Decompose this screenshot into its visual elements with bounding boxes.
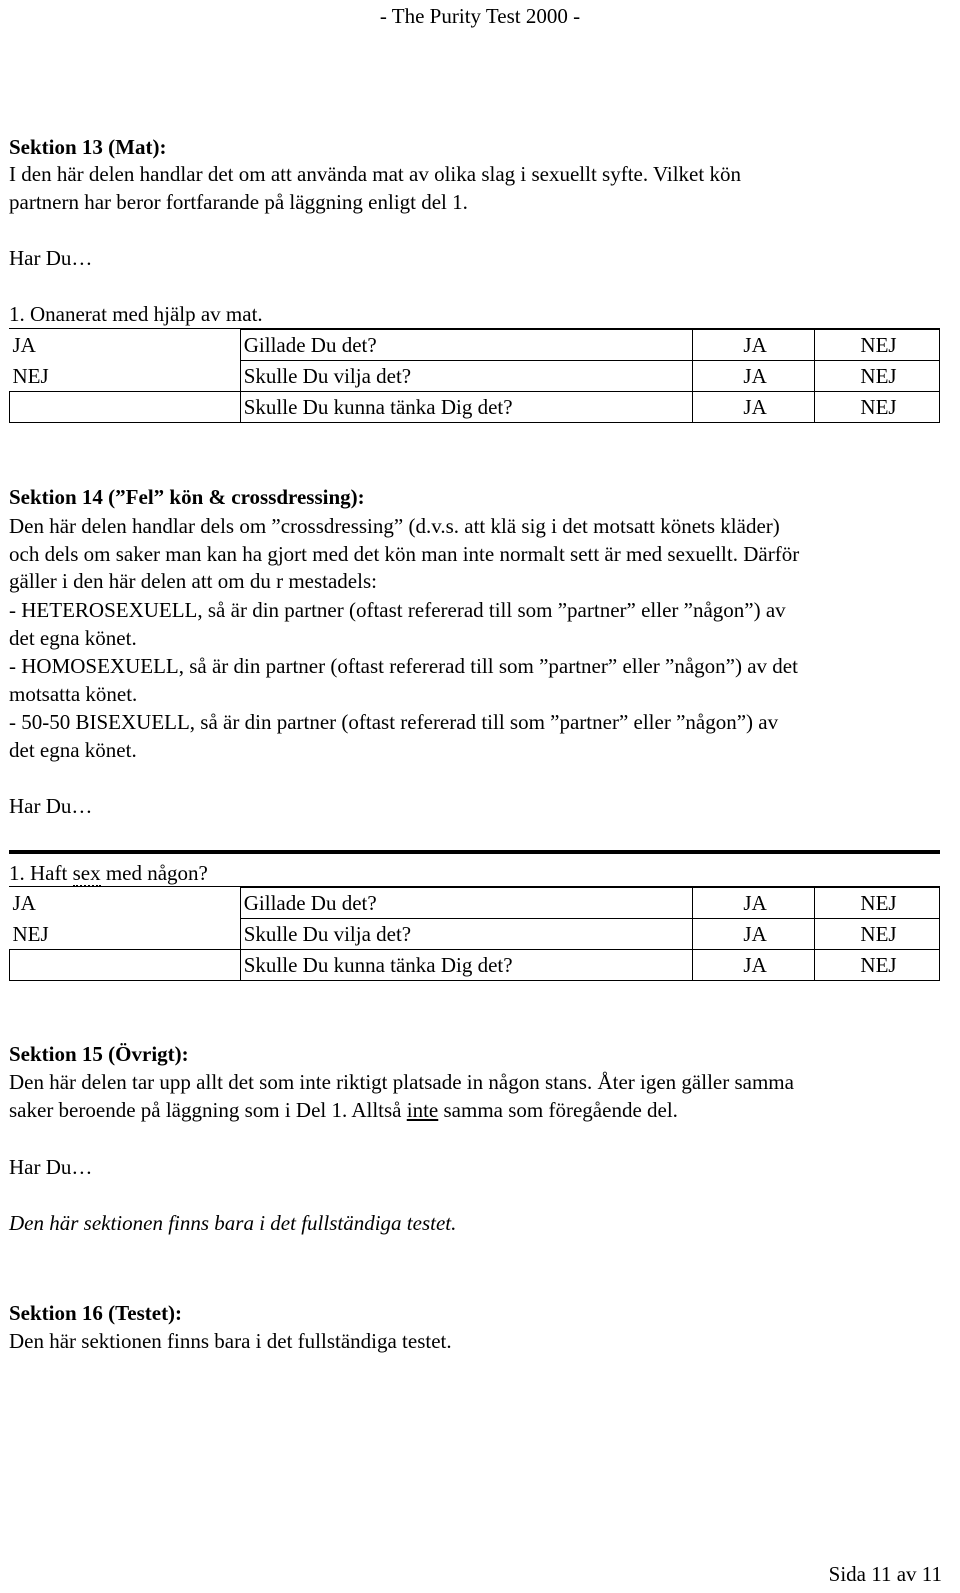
table-row: [10, 950, 940, 981]
section-15-text-line-1: Den här delen tar upp allt det som inte riktigt platsade in någon stans. Åter igen gäller samma: [9, 1070, 794, 1094]
question-cell: Skulle Du vilja det?: [240, 361, 692, 392]
section-14-heading: Sektion 14 (”Fel” kön & crossdressing):: [9, 485, 365, 509]
table-row: [10, 919, 940, 950]
question-cell: Gillade Du det?: [240, 888, 692, 919]
section-15-har-du: Har Du…: [9, 1155, 93, 1179]
no-option[interactable]: NEJ: [815, 330, 940, 361]
section-14-text-line-3: gäller i den här delen att om du r mestadels:: [9, 569, 377, 593]
answer-cell: NEJ: [12, 363, 49, 388]
no-option[interactable]: NEJ: [815, 950, 940, 981]
yes-option[interactable]: JA: [693, 330, 815, 361]
question-text: med någon?: [100, 861, 208, 885]
section-14-text-line-2: och dels om saker man kan ha gjort med det kön man inte normalt sett är med sexuellt. Därför: [9, 542, 800, 566]
answer-cell: [10, 392, 241, 423]
question-cell: Gillade Du det?: [240, 330, 692, 361]
no-option[interactable]: NEJ: [815, 361, 940, 392]
yes-option[interactable]: JA: [693, 392, 815, 423]
answer-cell: [10, 950, 241, 981]
section-13-har-du: Har Du…: [9, 246, 93, 270]
yes-option[interactable]: JA: [693, 919, 815, 950]
question-keyword: sex: [72, 861, 101, 885]
section-13-answer-table: [9, 329, 940, 423]
section-13-question: 1. Onanerat med hjälp av mat.: [9, 302, 263, 326]
section-14-question: [9, 859, 949, 887]
section-15-note: Den här sektionen finns bara i det fullständiga testet.: [9, 1211, 457, 1235]
section-14-text-line-6: - HOMOSEXUELL, så är din partner (oftast refererad till som ”partner” eller ”någon”) av det: [9, 654, 798, 678]
no-option[interactable]: NEJ: [815, 919, 940, 950]
yes-option[interactable]: JA: [693, 888, 815, 919]
table-row: [10, 392, 940, 423]
section-14-text-line-7: motsatta könet.: [9, 682, 138, 706]
section-13-text-line-1: I den här delen handlar det om att använda mat av olika slag i sexuellt syfte. Vilket kön: [9, 162, 741, 186]
section-16-heading: Sektion 16 (Testet):: [9, 1301, 183, 1325]
question-cell: Skulle Du kunna tänka Dig det?: [240, 392, 692, 423]
section-15-text-line-2: [9, 1096, 949, 1124]
yes-option[interactable]: JA: [693, 361, 815, 392]
section-16-text-line-1: Den här sektionen finns bara i det fullständiga testet.: [9, 1329, 452, 1353]
emphasized-word: inte: [406, 1098, 439, 1122]
table-row: [10, 330, 940, 361]
section-14-text-line-8: - 50-50 BISEXUELL, så är din partner (oftast refererad till som ”partner” eller ”någon”) av: [9, 710, 779, 734]
section-14-text-line-5: det egna könet.: [9, 626, 137, 650]
section-13-text-line-2: partnern har beror fortfarande på läggning enligt del 1.: [9, 190, 468, 214]
question-cell: Skulle Du kunna tänka Dig det?: [240, 950, 692, 981]
section-14-har-du: Har Du…: [9, 794, 93, 818]
paragraph-text: samma som föregående del.: [438, 1098, 678, 1122]
paragraph-text: saker beroende på läggning som i Del 1. Alltså: [9, 1098, 407, 1122]
section-13-heading: Sektion 13 (Mat):: [9, 135, 167, 159]
table-row: [10, 888, 940, 919]
no-option[interactable]: NEJ: [815, 392, 940, 423]
answer-cell: JA: [12, 333, 36, 357]
answer-cell: JA: [12, 891, 36, 915]
page-number: Sida 11 av 11: [828, 1562, 942, 1586]
table-row: [10, 361, 940, 392]
page-header: - The Purity Test 2000 -: [379, 4, 581, 28]
answer-cell: NEJ: [12, 921, 49, 946]
yes-option[interactable]: JA: [693, 950, 815, 981]
section-14-text-line-4: - HETEROSEXUELL, så är din partner (oftast refererad till som ”partner” eller ”någon”) av: [9, 598, 786, 622]
section-14-answer-table: [9, 887, 940, 981]
no-option[interactable]: NEJ: [815, 888, 940, 919]
section-15-heading: Sektion 15 (Övrigt):: [9, 1042, 189, 1066]
question-text: 1. Haft: [9, 861, 73, 885]
section-14-thick-rule: [9, 850, 940, 854]
section-14-text-line-9: det egna könet.: [9, 738, 137, 762]
section-14-text-line-1: Den här delen handlar dels om ”crossdressing” (d.v.s. att klä sig i det motsatt könets kläder): [9, 514, 780, 538]
question-cell: Skulle Du vilja det?: [240, 919, 692, 950]
